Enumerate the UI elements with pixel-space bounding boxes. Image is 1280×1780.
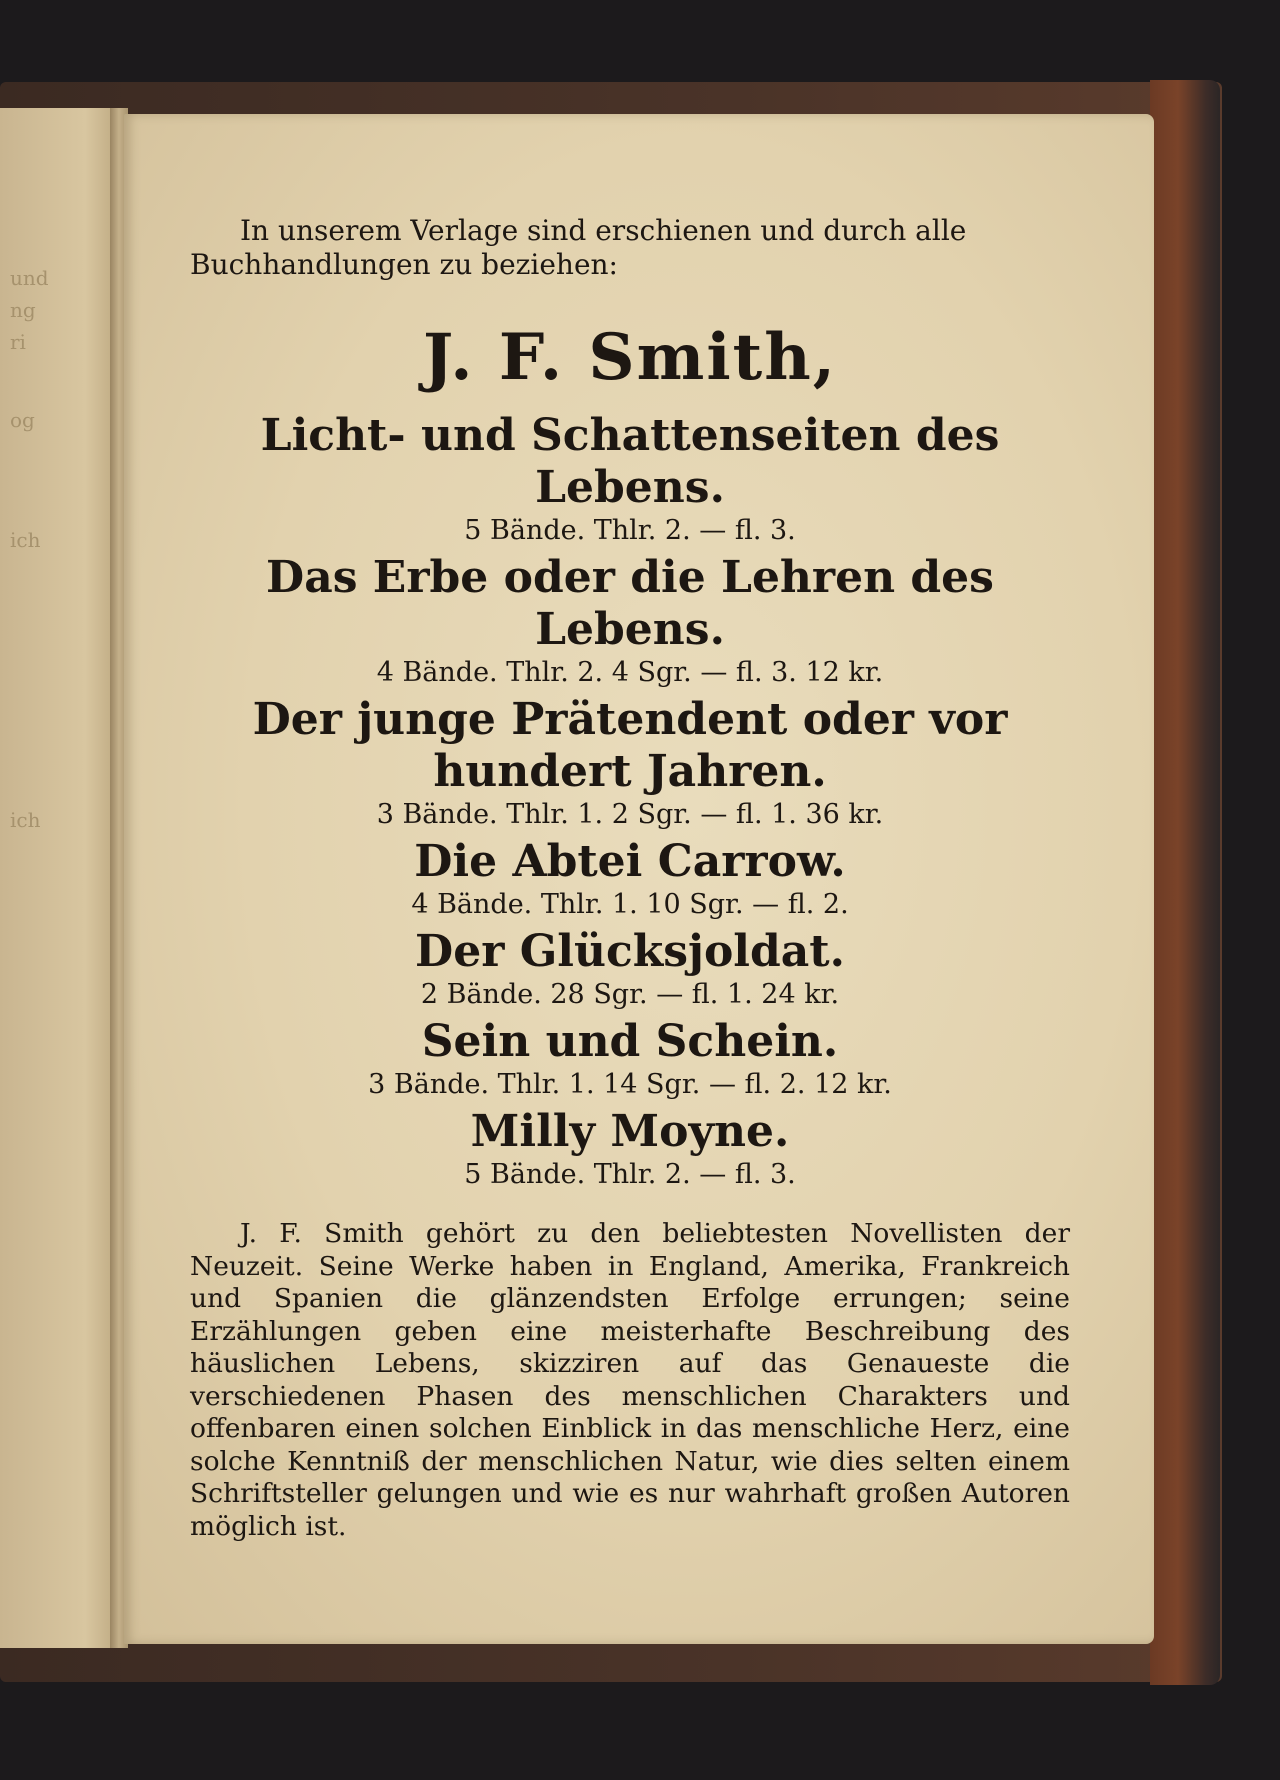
left-page-fragment: og: [10, 408, 35, 432]
book-entry: [190, 410, 1070, 548]
intro-text: In unserem Verlage sind erschienen und durch alle Buchhandlungen zu beziehen:: [190, 214, 967, 281]
book-title: Die Abtei Carrow.: [414, 836, 846, 887]
book-entry: [190, 694, 1070, 832]
left-page-fragment: ich: [10, 528, 41, 552]
book-title: Licht- und Schattenseiten des Lebens.: [260, 410, 1000, 513]
book-title: Der junge Prätendent oder vor hundert Jahren.: [252, 694, 1008, 797]
book-info: 3 Bände. Thlr. 1. 2 Sgr. — fl. 1. 36 kr.: [376, 799, 884, 830]
left-page: [0, 108, 122, 1648]
book-info: 5 Bände. Thlr. 2. — fl. 3.: [464, 515, 796, 546]
right-page: [124, 114, 1154, 1644]
book-info: 4 Bände. Thlr. 2. 4 Sgr. — fl. 3. 12 kr.: [376, 657, 884, 688]
book-cover-edge: [1150, 80, 1220, 1685]
book-entry: [190, 1016, 1070, 1102]
author-description: J. F. Smith gehört zu den beliebtesten Novellisten der Neuzeit. Seine Werke haben in England, Amerika, Frankreich und Spanien die glänzendsten Erfolge errungen; seine Erzählungen geben eine meisterhafte Beschreibung des häuslichen Lebens, skizziren auf das Genaueste die verschiedenen Phasen des menschlichen Charakters und offenbaren einen solchen Einblick in das menschliche Herz, eine solche Kenntniß der menschlichen Natur, wie dies selten einem Schriftsteller gelungen und wie es nur wahrhaft großen Autoren möglich ist.: [190, 1218, 1070, 1542]
book-info: 3 Bände. Thlr. 1. 14 Sgr. — fl. 2. 12 kr.: [368, 1069, 892, 1100]
left-page-fragment: ng: [10, 298, 36, 322]
author-name: J. F. Smith,: [422, 320, 838, 395]
book-info: 4 Bände. Thlr. 1. 10 Sgr. — fl. 2.: [411, 889, 849, 920]
page-content: [190, 214, 1070, 1570]
left-page-fragment: und: [10, 266, 49, 290]
book-title: Sein und Schein.: [421, 1016, 839, 1067]
book-title: Der Glücksjoldat.: [415, 926, 845, 977]
book-info: 5 Bände. Thlr. 2. — fl. 3.: [464, 1159, 796, 1190]
book-entry: [190, 926, 1070, 1012]
book-title: Milly Moyne.: [470, 1106, 790, 1157]
book-info: 2 Bände. 28 Sgr. — fl. 1. 24 kr.: [420, 979, 840, 1010]
book-entry: [190, 836, 1070, 922]
book-entry: [190, 1106, 1070, 1192]
left-page-fragment: ri: [10, 330, 26, 354]
left-page-fragment: ich: [10, 808, 41, 832]
book-entry: [190, 552, 1070, 690]
book-title: Das Erbe oder die Lehren des Lebens.: [266, 552, 994, 655]
